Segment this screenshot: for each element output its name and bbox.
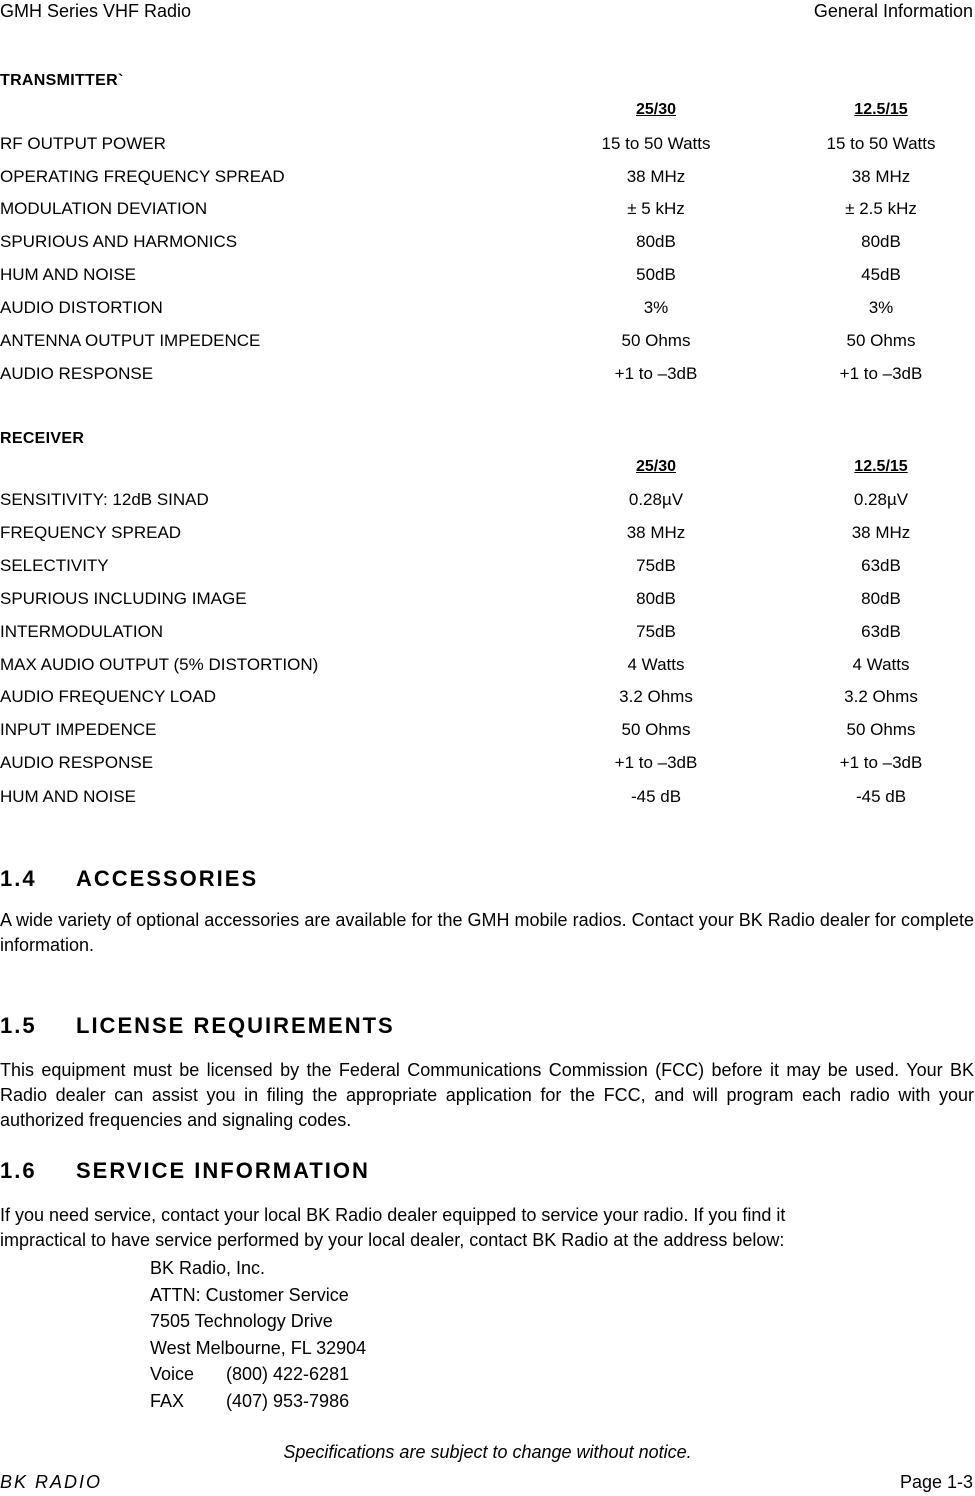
- spec-value-25-30: 38 MHz: [626, 523, 686, 542]
- receiver-col-25-30: 25/30: [635, 458, 677, 475]
- spec-value-12-5-15: -45 dB: [855, 787, 907, 806]
- transmitter-col-12-5-15: 12.5/15: [854, 101, 908, 118]
- table-row: [0, 489, 975, 511]
- spec-value-12-5-15: 38 MHz: [851, 167, 911, 186]
- table-row: [0, 686, 975, 708]
- spec-label: AUDIO RESPONSE: [0, 753, 154, 772]
- spec-value-12-5-15: 3%: [868, 298, 894, 317]
- spec-value-12-5-15: 38 MHz: [851, 523, 911, 542]
- spec-value-25-30: 15 to 50 Watts: [601, 134, 711, 153]
- license-heading: [0, 1013, 395, 1039]
- fax-number: (407) 953-7986: [226, 1390, 350, 1411]
- service-line: If you need service, contact your local BK Radio dealer equipped to service your radio. If you find it: [0, 1205, 786, 1225]
- table-row: [0, 231, 975, 253]
- spec-label: AUDIO FREQUENCY LOAD: [0, 687, 217, 706]
- spec-label: OPERATING FREQUENCY SPREAD: [0, 167, 285, 186]
- spec-label: ANTENNA OUTPUT IMPEDENCE: [0, 331, 261, 350]
- spec-value-25-30: +1 to –3dB: [614, 753, 698, 772]
- footer-page-number: Page 1-3: [899, 1472, 973, 1492]
- section-number: 1.5: [0, 1013, 37, 1038]
- service-heading: [0, 1158, 370, 1184]
- spec-label: SELECTIVITY: [0, 556, 109, 575]
- table-row: [0, 297, 975, 319]
- spec-value-25-30: 4 Watts: [627, 655, 685, 674]
- spec-value-25-30: 50dB: [636, 265, 676, 284]
- spec-label: SENSITIVITY: 12dB SINAD: [0, 490, 209, 509]
- spec-value-12-5-15: 0.28µV: [853, 490, 909, 509]
- spec-value-12-5-15: 80dB: [861, 589, 901, 608]
- accessories-paragraph: A wide variety of optional accessories are available for the GMH mobile radios. Contact your BK Radio dealer for complete information.: [0, 910, 974, 955]
- table-row: [0, 654, 975, 676]
- address-company: BK Radio, Inc.: [150, 1258, 266, 1278]
- address-city: West Melbourne, FL 32904: [150, 1337, 367, 1358]
- spec-value-12-5-15: 63dB: [861, 556, 901, 575]
- section-title: SERVICE INFORMATION: [76, 1158, 370, 1183]
- spec-value-25-30: 38 MHz: [626, 167, 686, 186]
- transmitter-title: TRANSMITTER`: [0, 72, 124, 89]
- spec-value-25-30: 75dB: [636, 556, 676, 575]
- spec-label: INTERMODULATION: [0, 622, 164, 641]
- address-attn: ATTN: Customer Service: [150, 1284, 349, 1305]
- spec-value-12-5-15: 50 Ohms: [846, 331, 916, 350]
- spec-value-25-30: 80dB: [636, 589, 676, 608]
- table-row: [0, 555, 975, 577]
- spec-value-25-30: ± 5 kHz: [627, 199, 685, 218]
- voice-number: (800) 422-6281: [226, 1364, 350, 1384]
- accessories-heading: [0, 866, 258, 892]
- table-row: [0, 363, 975, 385]
- spec-label: RF OUTPUT POWER: [0, 134, 166, 153]
- spec-label: HUM AND NOISE: [0, 787, 137, 806]
- spec-value-12-5-15: 4 Watts: [852, 655, 910, 674]
- spec-label: AUDIO DISTORTION: [0, 298, 163, 317]
- spec-value-12-5-15: 50 Ohms: [846, 720, 916, 739]
- spec-value-25-30: -45 dB: [630, 787, 682, 806]
- spec-value-12-5-15: 15 to 50 Watts: [826, 134, 936, 153]
- table-row: [0, 752, 975, 774]
- table-row: [0, 330, 975, 352]
- page-header-right: General Information: [813, 1, 973, 21]
- footer-note: Specifications are subject to change without notice.: [283, 1442, 692, 1462]
- spec-value-12-5-15: +1 to –3dB: [839, 364, 923, 383]
- voice-label: Voice: [150, 1364, 195, 1384]
- spec-label: MAX AUDIO OUTPUT (5% DISTORTION): [0, 655, 319, 674]
- spec-value-12-5-15: 80dB: [861, 232, 901, 251]
- table-row: [0, 786, 975, 808]
- table-row: [0, 588, 975, 610]
- table-row: [0, 133, 975, 155]
- address-voice: [150, 1361, 366, 1388]
- service-address: [150, 1255, 366, 1414]
- section-number: 1.6: [0, 1158, 37, 1183]
- section-number: 1.4: [0, 866, 37, 891]
- spec-value-25-30: 3.2 Ohms: [619, 687, 693, 706]
- table-row: [0, 166, 975, 188]
- address-fax: [150, 1388, 366, 1415]
- receiver-col-12-5-15: 12.5/15: [854, 458, 908, 475]
- fax-label: FAX: [150, 1390, 185, 1411]
- table-row: [0, 522, 975, 544]
- spec-value-12-5-15: 63dB: [861, 622, 901, 641]
- spec-value-25-30: +1 to –3dB: [614, 364, 698, 383]
- spec-value-25-30: 80dB: [636, 232, 676, 251]
- section-title: LICENSE REQUIREMENTS: [76, 1013, 395, 1038]
- spec-value-12-5-15: 45dB: [861, 265, 901, 284]
- service-line: impractical to have service performed by your local dealer, contact BK Radio at the address below:: [0, 1230, 785, 1250]
- spec-value-25-30: 0.28µV: [628, 490, 684, 509]
- spec-label: HUM AND NOISE: [0, 265, 137, 284]
- page-header-left: GMH Series VHF Radio: [0, 1, 192, 21]
- spec-label: FREQUENCY SPREAD: [0, 523, 182, 542]
- license-paragraph: This equipment must be licensed by the Federal Communications Commission (FCC) before it may be used. Your BK Radio dealer can assist you in filing the appropriate application for the FCC, and will program each radio with your authorized frequencies and signaling codes.: [0, 1060, 974, 1130]
- footer-brand: BK RADIO: [0, 1472, 103, 1492]
- table-row: [0, 264, 975, 286]
- service-paragraph: [0, 1203, 974, 1253]
- spec-value-25-30: 50 Ohms: [621, 720, 691, 739]
- spec-value-25-30: 50 Ohms: [621, 331, 691, 350]
- spec-label: SPURIOUS AND HARMONICS: [0, 232, 238, 251]
- spec-value-25-30: 3%: [643, 298, 669, 317]
- transmitter-col-25-30: 25/30: [635, 101, 677, 118]
- spec-label: AUDIO RESPONSE: [0, 364, 154, 383]
- receiver-title: RECEIVER: [0, 430, 85, 447]
- spec-value-12-5-15: ± 2.5 kHz: [845, 199, 917, 218]
- address-street: 7505 Technology Drive: [150, 1311, 333, 1331]
- spec-label: SPURIOUS INCLUDING IMAGE: [0, 589, 247, 608]
- table-row: [0, 198, 975, 220]
- spec-value-12-5-15: 3.2 Ohms: [844, 687, 918, 706]
- section-title: ACCESSORIES: [76, 866, 259, 891]
- spec-label: INPUT IMPEDENCE: [0, 720, 157, 739]
- spec-value-25-30: 75dB: [636, 622, 676, 641]
- table-row: [0, 719, 975, 741]
- spec-value-12-5-15: +1 to –3dB: [839, 753, 923, 772]
- table-row: [0, 621, 975, 643]
- spec-label: MODULATION DEVIATION: [0, 199, 208, 218]
